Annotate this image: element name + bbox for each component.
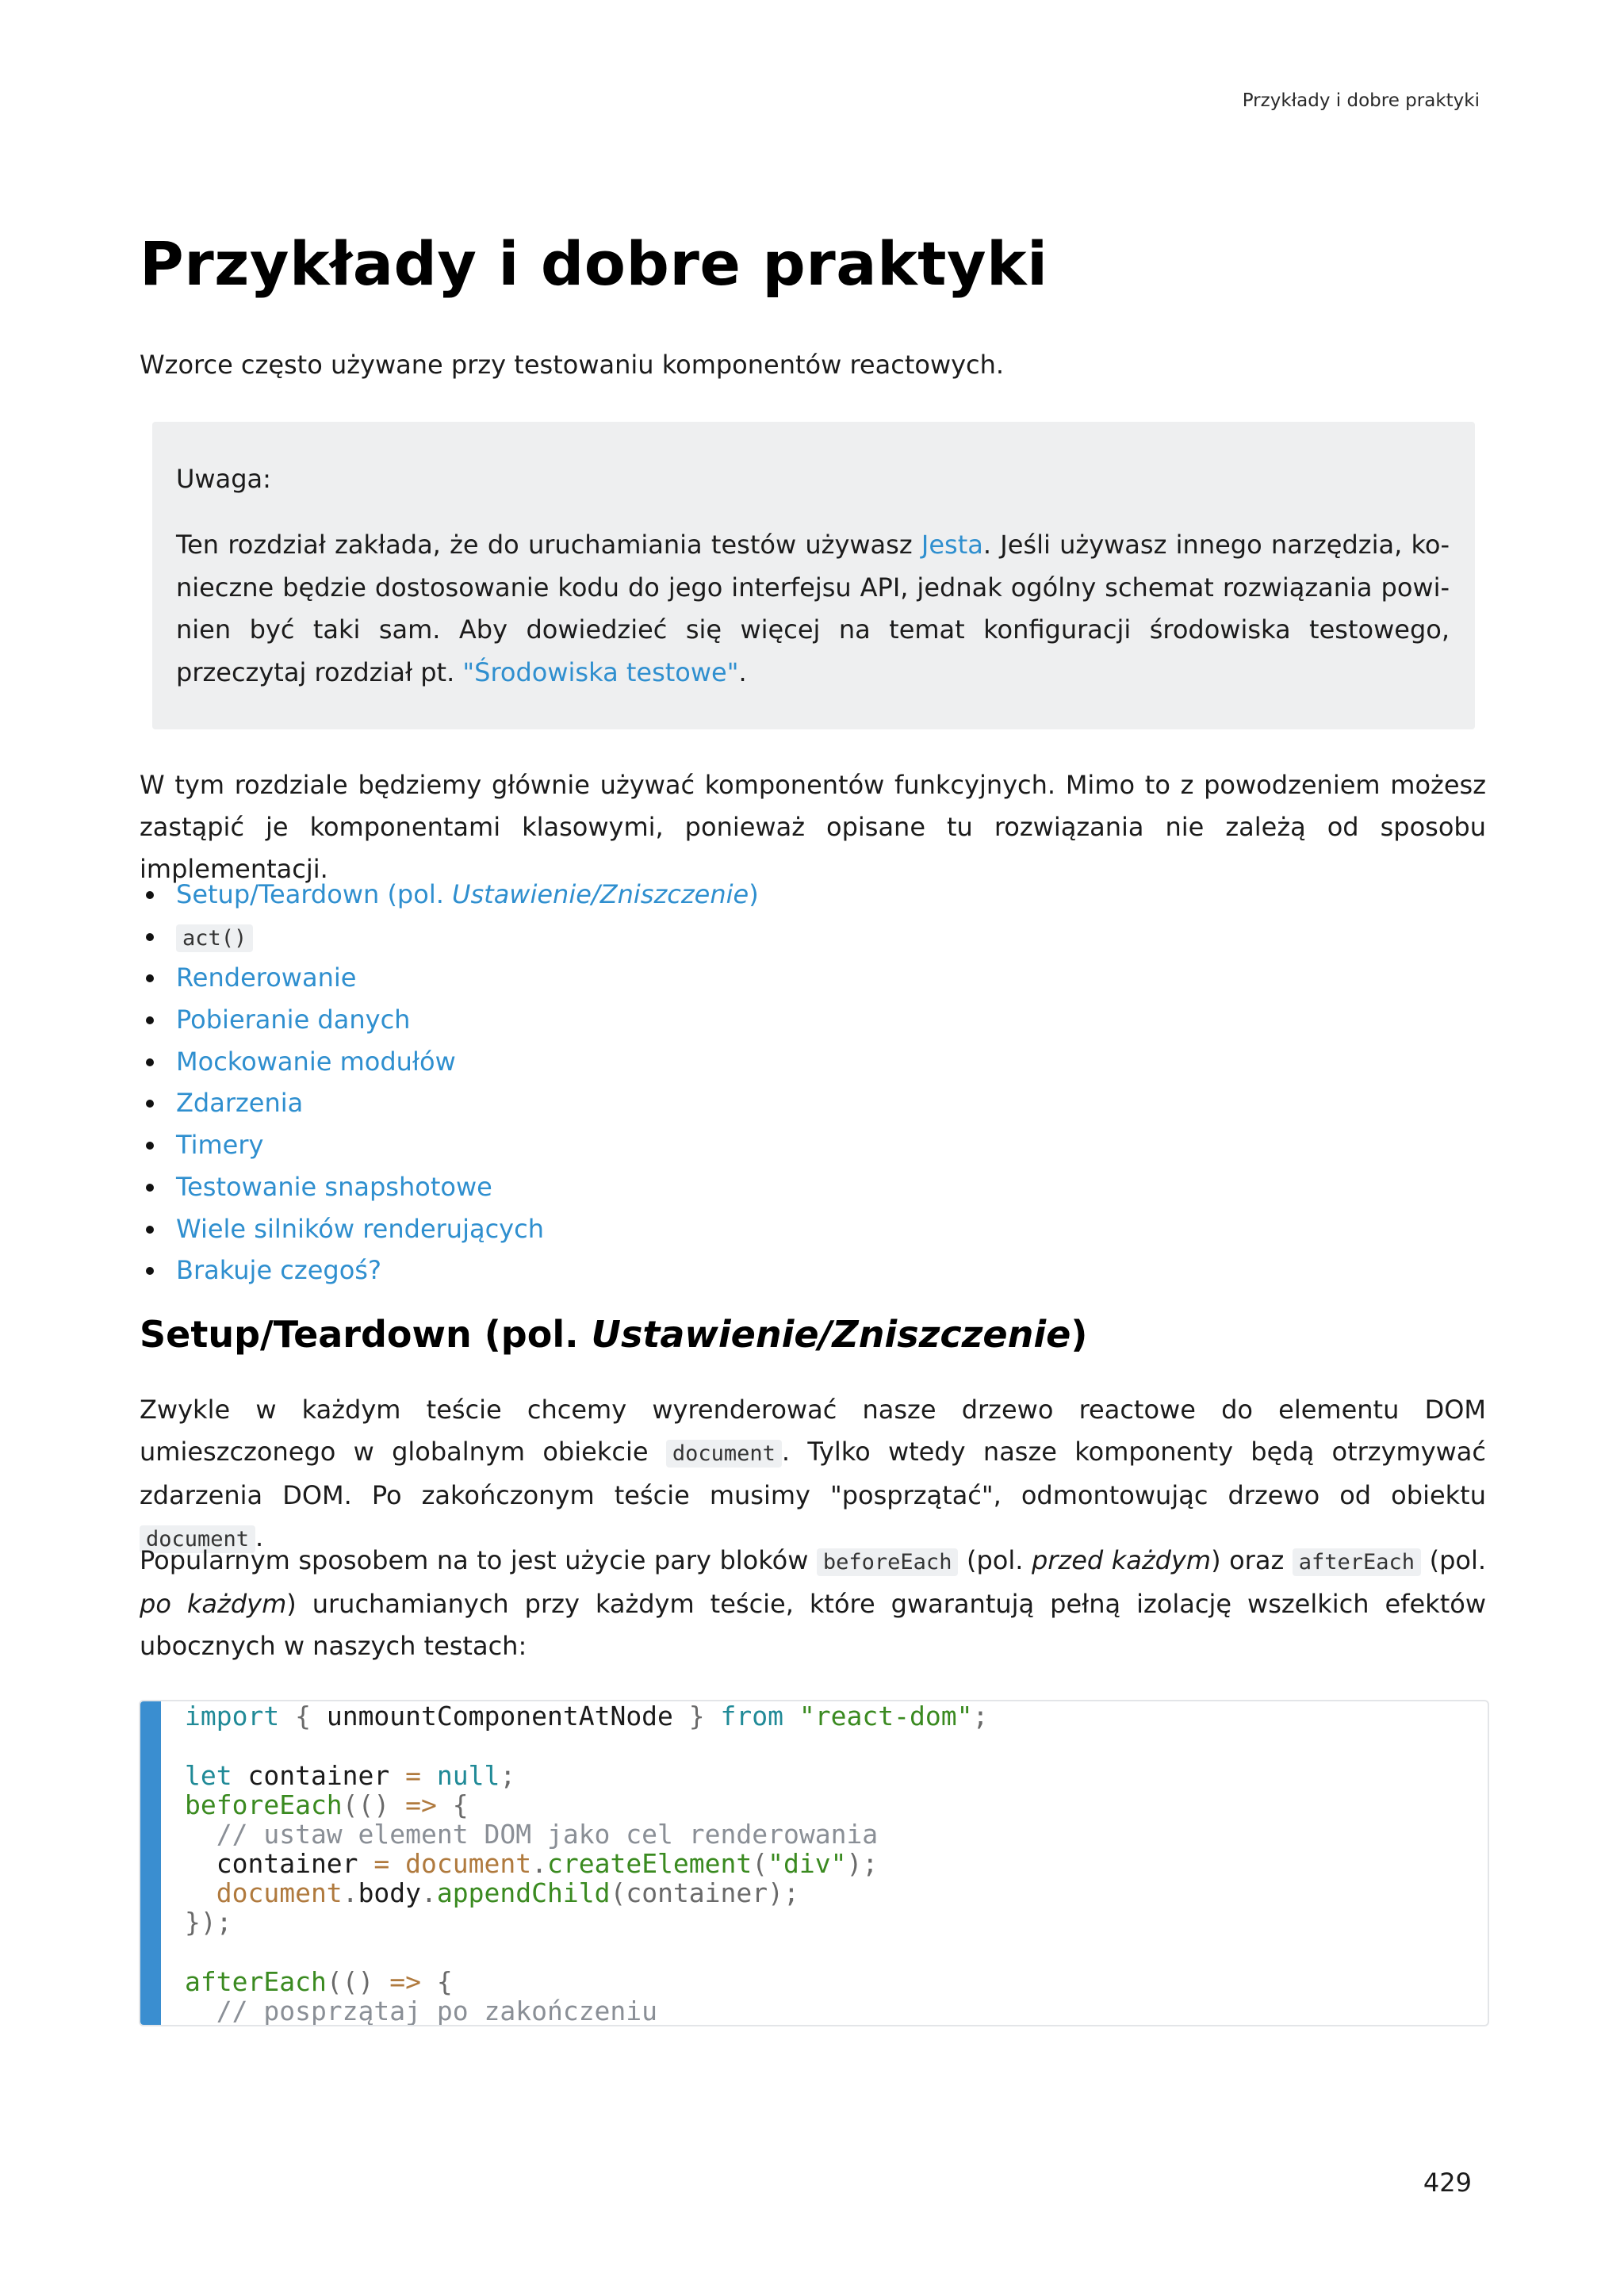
code-block[interactable]: [139, 1700, 1489, 2026]
toc-link-mocking-modules[interactable]: Mockowanie modułów: [176, 1046, 456, 1077]
code-line: });: [185, 1907, 232, 1938]
toc-item-rendering: [140, 957, 759, 999]
section-paragraph-1: Zwykle w każdym teście chcemy wyrenderować nasze drzewo reactowe do elementu DOM umieszczonego w globalnym obiekcie document . Tylko wtedy nasze komponenty będą otrzymywać zdarzenia DOM. Po zakończonym teście musimy "posprzątać", odmontowując drzewo od obiektu document .: [140, 1395, 1487, 1552]
inline-code-document: document: [666, 1440, 782, 1468]
inline-code-document: document: [140, 1525, 255, 1553]
code-line: // ustaw element DOM jako cel renderowania: [185, 1819, 879, 1850]
table-of-contents: [140, 874, 759, 1292]
note-text-3: .: [738, 656, 747, 687]
note-text-1: Ten rozdział zakłada, że do uruchamiania testów używasz: [176, 530, 921, 560]
code-line: document.body.appendChild(container);: [185, 1877, 799, 1908]
inline-code-aftereach: afterEach: [1293, 1548, 1421, 1576]
code-line: import { unmountComponentAtNode } from "react-dom";: [185, 1701, 989, 1732]
toc-item-something-missing: [140, 1249, 759, 1292]
toc-link-multiple-renderers[interactable]: Wiele silników renderujących: [176, 1213, 544, 1244]
toc-link-setup-teardown[interactable]: Setup/Teardown (pol. Ustawienie/Zniszczenie): [176, 879, 759, 909]
code-line: let container = null;: [185, 1760, 516, 1791]
toc-link-data-fetching[interactable]: Pobieranie danych: [176, 1004, 411, 1035]
toc-link-snapshot-testing[interactable]: Testowanie snapshotowe: [176, 1171, 492, 1202]
toc-link-events[interactable]: Zdarzenia: [176, 1088, 304, 1119]
note-label: Uwaga:: [176, 464, 271, 494]
toc-link-something-missing[interactable]: Brakuje czegoś?: [176, 1255, 381, 1286]
note-body: [176, 524, 1450, 694]
toc-item-timers: [140, 1124, 759, 1166]
toc-link-rendering[interactable]: Renderowanie: [176, 962, 357, 993]
code-line: // posprzątaj po zakończeniu: [185, 1996, 658, 2026]
page-number: 429: [1423, 2168, 1472, 2198]
functional-components-paragraph: W tym rozdziale będziemy głównie używać komponentów funkcyjnych. Mimo to z powodzeniem możesz zastąpić je komponentami klasowymi, ponieważ opisane tu rozwiązania nie zależą od sposobu implementacji.: [140, 770, 1486, 884]
section-heading: Setup/Teardown (pol. Ustawienie/Zniszczenie): [140, 1313, 1088, 1356]
toc-item-multiple-renderers: [140, 1208, 759, 1250]
page-title: Przykłady i dobre praktyki: [140, 228, 1048, 299]
toc-link-act[interactable]: act(): [176, 924, 253, 952]
running-header: Przykłady i dobre praktyki: [1242, 90, 1480, 111]
jest-link[interactable]: Jesta: [921, 530, 983, 560]
toc-item-setup-teardown: [140, 874, 759, 916]
test-environments-link[interactable]: "Środowiska testowe": [462, 656, 739, 687]
code-line: container = document.createElement("div");: [185, 1848, 879, 1879]
toc-item-data-fetching: [140, 999, 759, 1041]
toc-item-act: [140, 916, 759, 958]
note-box: [152, 422, 1475, 729]
code-content[interactable]: [185, 1701, 988, 2026]
intro-paragraph: Wzorce często używane przy testowaniu komponentów reactowych.: [140, 350, 1005, 380]
code-block-accent-bar: [140, 1701, 161, 2025]
code-line: afterEach(() => {: [185, 1966, 453, 1997]
inline-code-beforeeach: beforeEach: [817, 1548, 959, 1576]
section-paragraph-2: Popularnym sposobem na to jest użycie pary bloków beforeEach (pol. przed każdym) oraz afterEach (pol. po każdym) uruchamianych przy każdym teście, które gwarantują pełną izolację wszelkich efektów ubocznych w naszych testach:: [140, 1545, 1487, 1661]
toc-item-events: [140, 1082, 759, 1124]
toc-link-timers[interactable]: Timery: [176, 1130, 264, 1161]
code-line: beforeEach(() => {: [185, 1789, 469, 1820]
note-text-2: . Jeśli używasz innego narzędzia, konieczne będzie dostosowanie kodu do jego interfejsu API, jednak ogólny schemat rozwiązania powinien być taki sam. Aby dowiedzieć się więcej na temat konfiguracji środowiska testowego, przeczytaj rozdział pt.: [176, 530, 1450, 687]
toc-item-mocking-modules: [140, 1041, 759, 1083]
toc-item-snapshot-testing: [140, 1166, 759, 1208]
